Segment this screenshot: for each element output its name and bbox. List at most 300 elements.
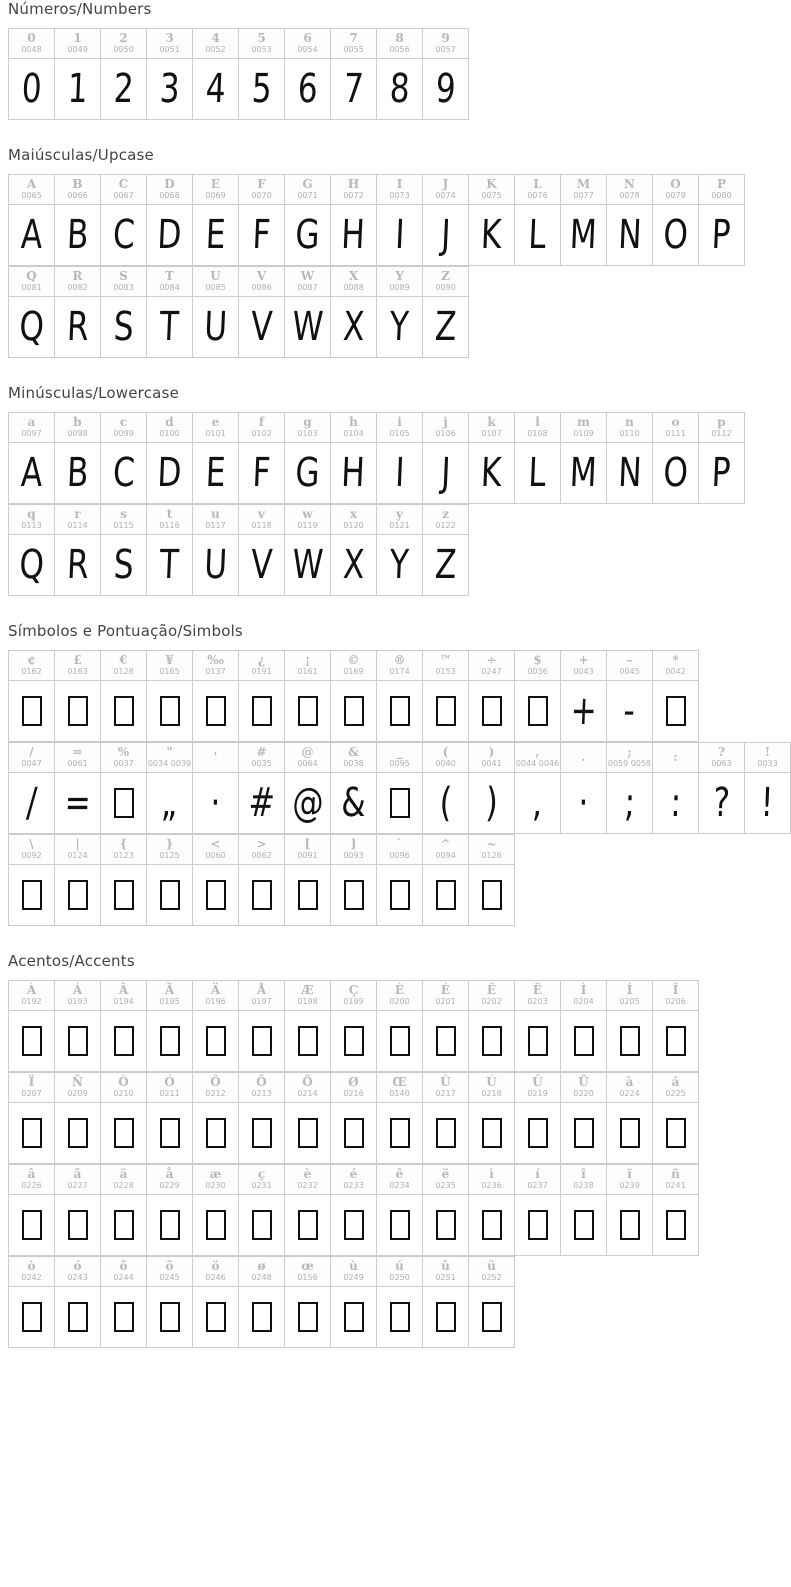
glyph-cell[interactable]	[285, 1257, 331, 1348]
glyph-preview	[9, 773, 54, 833]
glyph-cell[interactable]	[377, 981, 423, 1072]
glyph-cell[interactable]	[607, 743, 653, 834]
glyph-cell[interactable]	[331, 1257, 377, 1348]
glyph-cell[interactable]	[239, 505, 285, 596]
glyph-char-label: í	[535, 1167, 540, 1181]
glyph-cell[interactable]	[377, 1257, 423, 1348]
glyph-char-label: (	[442, 745, 449, 759]
glyph-cell[interactable]	[9, 175, 55, 266]
glyph-cell[interactable]	[423, 743, 469, 834]
glyph-value: 3	[158, 66, 181, 112]
glyph-preview	[193, 773, 238, 833]
glyph-cell[interactable]	[515, 413, 561, 504]
glyph-cell[interactable]	[101, 29, 147, 120]
glyph-cell[interactable]	[423, 413, 469, 504]
glyph-cell-header	[469, 835, 514, 865]
glyph-char-label: ï	[627, 1167, 632, 1181]
glyph-cell[interactable]	[193, 981, 239, 1072]
glyph-char-label: 6	[303, 31, 312, 45]
glyph-value: U	[203, 542, 228, 588]
glyph-cell[interactable]	[101, 835, 147, 926]
glyph-cell[interactable]	[653, 743, 699, 834]
glyph-cell[interactable]	[607, 981, 653, 1072]
glyph-cell[interactable]	[193, 505, 239, 596]
glyph-cell[interactable]	[285, 651, 331, 742]
glyph-preview	[515, 205, 560, 265]
glyph-cell[interactable]	[331, 505, 377, 596]
missing-glyph-icon	[666, 1118, 686, 1148]
glyph-cell-header	[699, 413, 744, 443]
glyph-cell[interactable]	[101, 651, 147, 742]
glyph-value: H	[340, 450, 367, 496]
glyph-cell[interactable]	[515, 651, 561, 742]
glyph-cell-header	[193, 1257, 238, 1287]
glyph-cell[interactable]	[55, 835, 101, 926]
glyph-cell[interactable]	[193, 267, 239, 358]
glyph-cell[interactable]	[469, 981, 515, 1072]
glyph-cell[interactable]	[147, 743, 193, 834]
glyph-char-label: e	[211, 415, 220, 429]
glyph-preview	[469, 773, 514, 833]
glyph-char-label: )	[488, 745, 495, 759]
glyph-cell[interactable]	[285, 29, 331, 120]
glyph-char-label: C	[118, 177, 129, 191]
missing-glyph-icon	[344, 1118, 364, 1148]
glyph-cell[interactable]	[469, 743, 515, 834]
glyph-cell[interactable]	[147, 175, 193, 266]
glyph-preview	[239, 1195, 284, 1255]
missing-glyph-icon	[482, 1118, 502, 1148]
glyph-cell[interactable]	[377, 413, 423, 504]
glyph-cell[interactable]	[193, 1073, 239, 1164]
glyph-cell[interactable]	[55, 1073, 101, 1164]
glyph-code-label: 0246	[205, 1273, 226, 1282]
glyph-cell[interactable]	[9, 743, 55, 834]
glyph-preview	[193, 1103, 238, 1163]
glyph-cell[interactable]	[561, 743, 607, 834]
glyph-cell[interactable]	[147, 981, 193, 1072]
glyph-cell[interactable]	[607, 1073, 653, 1164]
glyph-preview	[193, 1287, 238, 1347]
glyph-code-label: 0119	[297, 521, 318, 530]
glyph-cell-header	[101, 29, 146, 59]
glyph-cell[interactable]	[55, 1257, 101, 1348]
glyph-cell[interactable]	[331, 29, 377, 120]
glyph-cell[interactable]	[331, 1165, 377, 1256]
glyph-cell[interactable]	[9, 1165, 55, 1256]
glyph-code-label: 0085	[205, 283, 226, 292]
missing-glyph-icon	[160, 1302, 180, 1332]
glyph-cell[interactable]	[239, 29, 285, 120]
glyph-cell[interactable]	[423, 29, 469, 120]
glyph-cell[interactable]	[55, 1165, 101, 1256]
glyph-cell[interactable]	[423, 505, 469, 596]
glyph-cell-header	[561, 1073, 606, 1103]
glyph-cell-header	[147, 1257, 192, 1287]
glyph-code-label: 0105	[389, 429, 410, 438]
glyph-code-label: 0169	[343, 667, 364, 676]
glyph-cell[interactable]	[331, 1073, 377, 1164]
glyph-value: I	[393, 212, 406, 258]
glyph-cell[interactable]	[423, 175, 469, 266]
glyph-cell[interactable]	[193, 651, 239, 742]
glyph-cell[interactable]	[101, 267, 147, 358]
glyph-preview	[239, 535, 284, 595]
glyph-cell[interactable]	[469, 413, 515, 504]
glyph-preview	[515, 773, 560, 833]
glyph-cell[interactable]	[193, 1257, 239, 1348]
glyph-cell[interactable]	[147, 1257, 193, 1348]
glyph-cell[interactable]	[699, 413, 745, 504]
glyph-cell[interactable]	[653, 1073, 699, 1164]
glyph-cell[interactable]	[607, 1165, 653, 1256]
glyph-cell[interactable]	[101, 1165, 147, 1256]
glyph-cell[interactable]	[239, 175, 285, 266]
glyph-code-label: 0207	[21, 1089, 42, 1098]
glyph-cell[interactable]	[331, 651, 377, 742]
glyph-cell-header	[469, 175, 514, 205]
glyph-code-label: 0225	[665, 1089, 686, 1098]
glyph-preview	[423, 535, 468, 595]
glyph-code-label: 0163	[67, 667, 88, 676]
glyph-cell[interactable]	[469, 1073, 515, 1164]
glyph-cell[interactable]	[561, 1073, 607, 1164]
glyph-code-label: 0197	[251, 997, 272, 1006]
glyph-cell[interactable]	[515, 981, 561, 1072]
glyph-char-label: ©	[347, 653, 360, 667]
glyph-preview	[55, 205, 100, 265]
glyph-preview	[469, 1011, 514, 1071]
glyph-char-label: Ì	[580, 983, 587, 997]
glyph-preview	[699, 205, 744, 265]
glyph-char-label: Ù	[440, 1075, 451, 1089]
glyph-code-label: 0096	[389, 851, 410, 860]
glyph-cell[interactable]	[55, 29, 101, 120]
glyph-value: ?	[712, 780, 731, 826]
glyph-cell[interactable]	[193, 1165, 239, 1256]
glyph-cell[interactable]	[423, 1165, 469, 1256]
glyph-cell[interactable]	[699, 175, 745, 266]
glyph-cell[interactable]	[653, 981, 699, 1072]
glyph-code-label: 0048	[21, 45, 42, 54]
glyph-cell[interactable]	[423, 1073, 469, 1164]
glyph-code-label: 0115	[113, 521, 134, 530]
glyph-cell[interactable]	[9, 267, 55, 358]
glyph-cell[interactable]	[653, 175, 699, 266]
glyph-char-label: ÷	[486, 653, 497, 667]
glyph-cell[interactable]	[193, 835, 239, 926]
glyph-cell[interactable]	[469, 175, 515, 266]
glyph-cell[interactable]	[101, 413, 147, 504]
glyph-code-label: 0219	[527, 1089, 548, 1098]
glyph-preview	[193, 865, 238, 925]
glyph-cell[interactable]	[331, 981, 377, 1072]
glyph-cell[interactable]	[147, 651, 193, 742]
glyph-cell[interactable]	[101, 981, 147, 1072]
glyph-preview	[55, 1103, 100, 1163]
glyph-cell[interactable]	[285, 1073, 331, 1164]
glyph-cell[interactable]	[101, 1073, 147, 1164]
glyph-cell[interactable]	[193, 743, 239, 834]
glyph-char-label: \	[29, 837, 34, 851]
glyph-code-label: 0244	[113, 1273, 134, 1282]
glyph-cell[interactable]	[193, 413, 239, 504]
glyph-cell[interactable]	[377, 651, 423, 742]
glyph-cell-header	[423, 505, 468, 535]
glyph-preview	[331, 681, 376, 741]
glyph-char-label: Y	[395, 269, 404, 283]
glyph-preview	[423, 1103, 468, 1163]
glyph-code-label: 0071	[297, 191, 318, 200]
glyph-cell[interactable]	[331, 267, 377, 358]
glyph-value: Y	[389, 304, 410, 350]
glyph-cell[interactable]	[745, 743, 791, 834]
glyph-cell[interactable]	[423, 981, 469, 1072]
glyph-char-label: Æ	[301, 983, 314, 997]
missing-glyph-icon	[298, 1210, 318, 1240]
glyph-cell[interactable]	[377, 743, 423, 834]
glyph-cell[interactable]	[607, 413, 653, 504]
glyph-cell[interactable]	[331, 413, 377, 504]
glyph-cell[interactable]	[101, 743, 147, 834]
glyph-cell[interactable]	[9, 1257, 55, 1348]
glyph-code-label: 0249	[343, 1273, 364, 1282]
glyph-cell[interactable]	[147, 267, 193, 358]
glyph-cell[interactable]	[193, 29, 239, 120]
glyph-value: A	[19, 450, 44, 496]
glyph-cell[interactable]	[561, 175, 607, 266]
glyph-cell[interactable]	[101, 175, 147, 266]
glyph-cell[interactable]	[101, 1257, 147, 1348]
glyph-char-label: å	[165, 1167, 174, 1181]
missing-glyph-icon	[206, 1210, 226, 1240]
glyph-cell[interactable]	[239, 651, 285, 742]
glyph-preview	[147, 1011, 192, 1071]
glyph-char-label: a	[27, 415, 36, 429]
glyph-cell[interactable]	[101, 505, 147, 596]
glyph-char-label: î	[581, 1167, 586, 1181]
glyph-preview	[745, 773, 790, 833]
glyph-char-label: ®	[393, 653, 406, 667]
glyph-preview	[193, 443, 238, 503]
glyph-cell[interactable]	[239, 1073, 285, 1164]
glyph-char-label: ¿	[257, 653, 266, 667]
glyph-char-label: ó	[73, 1259, 82, 1273]
glyph-value: =	[63, 780, 92, 826]
glyph-cell-header	[55, 267, 100, 297]
glyph-cell[interactable]	[469, 835, 515, 926]
glyph-cell[interactable]	[9, 835, 55, 926]
glyph-cell[interactable]	[423, 267, 469, 358]
glyph-cell[interactable]	[515, 1165, 561, 1256]
glyph-cell[interactable]	[377, 175, 423, 266]
glyph-cell[interactable]	[561, 981, 607, 1072]
glyph-row	[8, 412, 745, 504]
glyph-char-label: !	[764, 745, 771, 759]
glyph-code-label: 0082	[67, 283, 88, 292]
glyph-cell[interactable]	[239, 413, 285, 504]
glyph-value: &	[340, 780, 367, 826]
section-upcase	[0, 146, 730, 358]
glyph-cell[interactable]	[285, 505, 331, 596]
glyph-cell[interactable]	[285, 835, 331, 926]
glyph-cell[interactable]	[653, 413, 699, 504]
glyph-cell[interactable]	[147, 1073, 193, 1164]
glyph-cell[interactable]	[331, 175, 377, 266]
glyph-cell[interactable]	[55, 267, 101, 358]
missing-glyph-icon	[114, 696, 134, 726]
glyph-preview	[147, 681, 192, 741]
glyph-cell[interactable]	[469, 1165, 515, 1256]
glyph-cell[interactable]	[9, 505, 55, 596]
missing-glyph-icon	[22, 880, 42, 910]
glyph-preview	[101, 1287, 146, 1347]
glyph-cell-header	[101, 175, 146, 205]
glyph-cell[interactable]	[239, 743, 285, 834]
glyph-cell[interactable]	[285, 981, 331, 1072]
glyph-char-label: ô	[119, 1259, 128, 1273]
glyph-char-label: .	[581, 750, 586, 764]
glyph-cell[interactable]	[561, 413, 607, 504]
glyph-value: O	[662, 212, 689, 258]
glyph-preview	[101, 681, 146, 741]
glyph-cell[interactable]	[469, 1257, 515, 1348]
glyph-preview	[331, 443, 376, 503]
glyph-cell[interactable]	[55, 505, 101, 596]
glyph-cell[interactable]	[55, 981, 101, 1072]
glyph-code-label: 0250	[389, 1273, 410, 1282]
glyph-preview	[101, 297, 146, 357]
glyph-cell[interactable]	[239, 1165, 285, 1256]
glyph-cell-header	[239, 835, 284, 865]
glyph-char-label: Ó	[164, 1075, 175, 1089]
glyph-code-label: 0080	[711, 191, 732, 200]
glyph-cell[interactable]	[9, 1073, 55, 1164]
glyph-preview	[331, 773, 376, 833]
glyph-preview	[377, 205, 422, 265]
glyph-code-label: 0075	[481, 191, 502, 200]
glyph-cell[interactable]	[239, 1257, 285, 1348]
glyph-code-label: 0192	[21, 997, 42, 1006]
glyph-cell-header	[423, 1257, 468, 1287]
glyph-cell[interactable]	[147, 29, 193, 120]
glyph-preview	[285, 443, 330, 503]
glyph-cell[interactable]	[377, 1165, 423, 1256]
glyph-cell[interactable]	[55, 175, 101, 266]
glyph-char-label: Z	[441, 269, 450, 283]
glyph-cell[interactable]	[147, 505, 193, 596]
glyph-char-label: U	[210, 269, 221, 283]
glyph-char-label: é	[349, 1167, 358, 1181]
glyph-cell[interactable]	[653, 651, 699, 742]
glyph-cell[interactable]	[515, 175, 561, 266]
glyph-cell[interactable]	[147, 413, 193, 504]
glyph-cell[interactable]	[331, 835, 377, 926]
glyph-cell[interactable]	[239, 835, 285, 926]
glyph-cell[interactable]	[55, 413, 101, 504]
glyph-cell[interactable]	[9, 981, 55, 1072]
glyph-cell[interactable]	[239, 267, 285, 358]
glyph-code-label: 0040	[435, 759, 456, 768]
glyph-cell[interactable]	[285, 413, 331, 504]
glyph-cell[interactable]	[515, 743, 561, 834]
glyph-char-label: g	[303, 415, 312, 429]
missing-glyph-icon	[206, 880, 226, 910]
glyph-code-label: 0097	[21, 429, 42, 438]
missing-glyph-icon	[344, 696, 364, 726]
glyph-cell[interactable]	[147, 835, 193, 926]
glyph-code-label: 0101	[205, 429, 226, 438]
glyph-cell[interactable]	[607, 651, 653, 742]
glyph-cell[interactable]	[423, 1257, 469, 1348]
glyph-cell[interactable]	[423, 835, 469, 926]
missing-glyph-icon	[252, 1302, 272, 1332]
missing-glyph-icon	[114, 1026, 134, 1056]
glyph-code-label: 0121	[389, 521, 410, 530]
glyph-cell[interactable]	[377, 29, 423, 120]
glyph-cell[interactable]	[423, 651, 469, 742]
glyph-cell[interactable]	[377, 1073, 423, 1164]
glyph-preview	[55, 297, 100, 357]
glyph-cell[interactable]	[193, 175, 239, 266]
glyph-char-label: ¢	[27, 653, 36, 667]
glyph-value: S	[112, 304, 135, 350]
glyph-cell[interactable]	[653, 1165, 699, 1256]
glyph-preview	[607, 1195, 652, 1255]
glyph-preview	[377, 1195, 422, 1255]
glyph-cell[interactable]	[285, 1165, 331, 1256]
glyph-cell[interactable]	[377, 267, 423, 358]
section-title: Símbolos e Pontuação/Simbols	[8, 622, 243, 640]
glyph-cell[interactable]	[515, 1073, 561, 1164]
glyph-cell[interactable]	[147, 1165, 193, 1256]
glyph-preview	[285, 773, 330, 833]
glyph-cell[interactable]	[331, 743, 377, 834]
glyph-cell[interactable]	[55, 651, 101, 742]
glyph-cell[interactable]	[561, 1165, 607, 1256]
glyph-cell[interactable]	[239, 981, 285, 1072]
glyph-cell[interactable]	[285, 267, 331, 358]
glyph-preview	[423, 1195, 468, 1255]
glyph-cell[interactable]	[469, 651, 515, 742]
glyph-char-label: ø	[257, 1259, 266, 1273]
glyph-cell[interactable]	[377, 505, 423, 596]
missing-glyph-icon	[390, 1302, 410, 1332]
glyph-cell[interactable]	[561, 651, 607, 742]
glyph-preview	[55, 443, 100, 503]
glyph-cell[interactable]	[607, 175, 653, 266]
glyph-preview	[285, 297, 330, 357]
glyph-value: J	[439, 212, 452, 258]
glyph-cell[interactable]	[55, 743, 101, 834]
missing-glyph-icon	[298, 1302, 318, 1332]
glyph-char-label: _	[396, 745, 403, 759]
glyph-cell[interactable]	[9, 29, 55, 120]
glyph-cell-header	[101, 981, 146, 1011]
glyph-cell[interactable]	[377, 835, 423, 926]
glyph-cell[interactable]	[285, 175, 331, 266]
glyph-preview	[193, 297, 238, 357]
glyph-code-label: 0128	[113, 667, 134, 676]
glyph-cell[interactable]	[9, 651, 55, 742]
glyph-preview	[561, 1195, 606, 1255]
glyph-value: G	[294, 450, 321, 496]
glyph-cell[interactable]	[9, 413, 55, 504]
glyph-cell-header	[285, 743, 330, 773]
glyph-cell[interactable]	[285, 743, 331, 834]
section-title: Números/Numbers	[8, 0, 152, 18]
glyph-cell[interactable]	[699, 743, 745, 834]
